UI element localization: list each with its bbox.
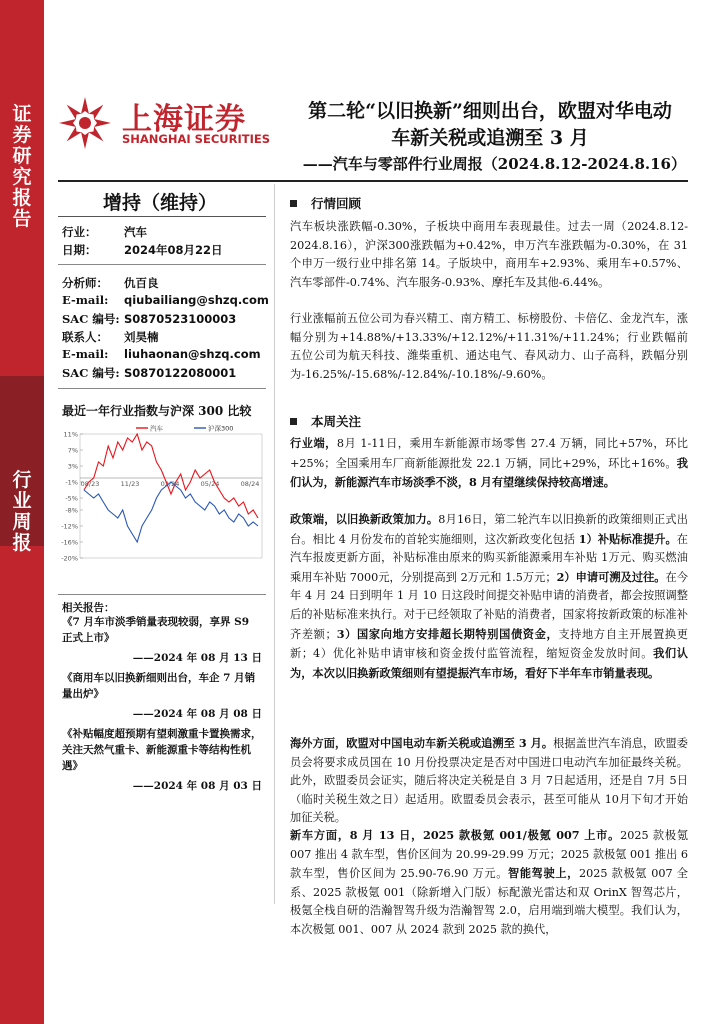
chart-y-tick-label: -5%	[65, 494, 78, 503]
paragraph-top-movers: 行业涨幅前五位公司为春兴精工、南方精工、标榜股份、卡倍亿、金龙汽车，涨幅分别为+14.88%/+13.33%/+12.12%/+11.31%/+11.24%；行业跌幅前五位公司为航天科技、潍柴重机、通达电气、春风动力、山子高科，跌幅分别为-16.25%/-15.68%/-12.84%/-10.18%/-9.60%。	[290, 312, 688, 381]
info-label: E-mail:	[62, 347, 109, 361]
info-value: S0870122080001	[124, 366, 237, 380]
contact-email[interactable]	[62, 347, 261, 361]
logo-emblem-icon	[56, 94, 114, 152]
paragraph-overseas	[290, 734, 688, 828]
side-band-bottom	[0, 546, 44, 1024]
section-title: 本周关注	[311, 414, 362, 429]
related-report-item[interactable]: 《补贴幅度超预期有望刺激重卡置换需求，关注天然气重卡、新能源重卡等结构性机遇》	[62, 728, 262, 772]
report-category-vertical	[0, 104, 44, 230]
chart-y-tick-label: -16%	[61, 538, 78, 547]
info-label: SAC 编号:	[62, 312, 120, 326]
info-value[interactable]: qiubailiang@shzq.com	[124, 293, 269, 307]
related-report-item[interactable]: 《商用车以旧换新细则出台，车企 7 月销量出炉》	[62, 672, 256, 700]
report-title-line-1: 第二轮“以旧换新”细则出台，欧盟对华电动	[308, 100, 672, 122]
rating-divider	[58, 216, 266, 217]
report-type-vertical	[0, 470, 44, 554]
info-value[interactable]: liuhaonan@shzq.com	[124, 347, 261, 361]
info-label: E-mail:	[62, 293, 109, 307]
report-title	[270, 98, 710, 152]
info-divider	[58, 264, 266, 265]
para-text: 在今年 4 月 24 日到明年 1 月 10 日这段时间提交补贴申请的消费者，都会按照调整后的补贴标准来执行。对于已经领取了补贴的消费者，国家将按新政策的标准补齐差额；	[290, 570, 688, 641]
report-category-text: 证券研究报告	[12, 103, 32, 230]
chart-y-tick-label: -1%	[65, 478, 78, 487]
report-subtitle: ——汽车与零部件行业周报（2024.8.12-2024.8.16）	[302, 155, 686, 173]
logo	[56, 94, 270, 150]
info-label: 分析师：	[62, 276, 108, 290]
chart-x-tick-label: 08/23	[80, 480, 100, 488]
chart-x-tick-label: 05/24	[200, 480, 220, 488]
chart-y-tick-label: -8%	[65, 506, 78, 515]
column-divider	[274, 184, 275, 904]
chart-y-tick-label: 7%	[67, 446, 78, 455]
chart-y-tick-label: 3%	[67, 462, 78, 471]
chart-x-tick-label: 08/24	[240, 480, 260, 488]
paragraph-new-cars	[290, 826, 688, 940]
para-conclusion: 我们认为，本次以旧换新政策细则有望提振汽车市场，看好下半年车市销量表现。	[290, 646, 688, 680]
square-bullet-icon	[290, 418, 297, 425]
info-value: 刘昊楠	[124, 330, 159, 344]
chart-title: 最近一年行业指数与沪深 300 比较	[62, 404, 252, 418]
chart-y-tick-label: 11%	[63, 430, 78, 439]
para-text: 2025 款极氪 007 全系、2025 款极氪 001（除新增入门版）标配激光雷达和双 OrinX 智驾芯片，极氪全栈自研的浩瀚智驾升级为浩瀚智驾 2.0，启用端到端大模型。我们认为，本次极氪 001、007 从 2024 款到 2025 款的换代，	[290, 867, 688, 936]
logo-chinese-name: 上海证券	[122, 102, 246, 137]
contact-name	[62, 329, 159, 345]
para-text: 根据盖世汽车消息，欧盟委员会将要求成员国在 10 月份投票决定是否对中国进口电动汽车加征最终关税。此外，欧盟委员会证实，随后将决定关税是自 3 月 7日起适用，还是自 7月 5日（临时关税生效之日）起适用。欧盟委员会表示，甚至可能从 10月下旬才开始加征关税。	[290, 737, 688, 825]
para-point: 1）补贴标准提升。	[578, 531, 677, 546]
paragraph-industry	[290, 434, 688, 493]
related-reports-title: 相关报告：	[62, 602, 115, 614]
chart-x-tick-label: 02/24	[160, 480, 180, 488]
analyst-email[interactable]	[62, 293, 269, 307]
report-title-line-2: 车新关税或追溯至 3 月	[391, 127, 589, 149]
square-bullet-icon	[290, 200, 297, 207]
rating: 增持（维持）	[102, 192, 217, 214]
chart-series-line-hs300	[84, 482, 258, 542]
info-value: 2024年08月22日	[124, 243, 223, 257]
related-report-date: ——2024 年 08 月 13 日	[132, 652, 262, 664]
chart-y-tick-label: -12%	[61, 522, 78, 531]
para-lead: 海外方面，欧盟对中国电动车新关税或追溯至 3 月。	[290, 736, 554, 750]
paragraph-market-summary: 汽车板块涨跌幅-0.30%，子板块中商用车表现最佳。过去一周（2024.8.12-2024.8.16），沪深300涨跌幅为+0.42%，申万汽车涨跌幅为-0.30%，在 31 个申万一级行业中排名第 14。子版块中，商用车+2.93%、乘用车+0.57%、汽车零部件-0.74%、汽车服务-0.93%、摩托车及其他-6.44%。	[290, 220, 688, 289]
analyst-name	[62, 275, 159, 291]
para-lead: 行业端，	[290, 436, 337, 450]
chart-legend-label: 汽车	[150, 424, 163, 433]
info-label: 联系人：	[62, 330, 108, 344]
section-title: 行情回顾	[311, 196, 362, 211]
logo-english-name: SHANGHAI SECURITIES	[122, 132, 270, 146]
related-report-date: ——2024 年 08 月 08 日	[132, 708, 262, 720]
report-type-text: 行业周报	[12, 469, 32, 554]
info-label: 日期：	[62, 243, 97, 257]
section-market-review	[290, 194, 361, 212]
chart-y-tick-label: -20%	[61, 554, 78, 563]
para-text: 支持地方自主开展置换更新；4）优化补贴申请审核和资金拨付监管流程，缩短资金发放时间。	[290, 627, 688, 661]
info-value: S0870523100003	[124, 312, 237, 326]
chart-plot-frame	[80, 434, 262, 558]
analyst-divider	[58, 388, 266, 389]
index-comparison-chart	[56, 418, 268, 590]
para-point: 2）申请可溯及过往。	[556, 569, 666, 584]
info-label: SAC 编号:	[62, 366, 120, 380]
para-text: 2025 款极氪 007 推出 4 款车型，售价区间为 20.99-29.99 万元；2025 款极氪 001 推出 6 款车型，售价区间为 25.90-76.90 万元。	[290, 829, 689, 881]
related-report-item[interactable]: 《7 月车市淡季销量表现较弱，享界 S9 正式上市》	[62, 616, 250, 644]
para-lead: 新车方面，8 月 13 日，2025 款极氪 001/极氪 007 上市。	[290, 828, 621, 842]
para-conclusion: 我们认为，新能源汽车市场淡季不淡，8 月有望继续保持较高增速。	[290, 455, 688, 490]
para-text: 8月 1-11日，乘用车新能源市场零售 27.4 万辆，同比+57%，环比+25%；全国乘用车厂商新能源批发 22.1 万辆，同比+29%，环比+16%。	[290, 437, 688, 470]
para-lead: 政策端，以旧换新政策加力。	[290, 512, 439, 526]
header-divider	[58, 180, 688, 182]
info-label: 行业：	[62, 225, 97, 239]
para-text: 8月16日，第二轮汽车以旧换新的政策细则正式出台。相比 4 月份发布的首轮实施细则，这次新政变化包括	[290, 513, 688, 546]
chart-series-line-auto	[84, 434, 258, 518]
related-report-date: ——2024 年 08 月 03 日	[132, 780, 262, 792]
contact-sac	[62, 365, 236, 381]
chart-divider	[58, 594, 266, 595]
analyst-sac	[62, 311, 236, 327]
chart-legend-label: 沪深300	[208, 424, 234, 433]
paragraph-policy	[290, 510, 688, 683]
para-point: 3）国家向地方安排超长期特别国债资金，	[336, 626, 559, 641]
para-text: 在汽车报废更新方面，补贴标准由原来的购买新能源乘用车补贴 1万元、购买燃油乘用车补贴 7000元，分别提高到 2万元和 1.5万元；	[290, 532, 688, 584]
info-date	[62, 242, 223, 258]
section-weekly-focus	[290, 412, 361, 430]
chart-x-tick-label: 11/23	[120, 480, 140, 488]
para-point: 智能驾驶上，	[508, 866, 579, 881]
info-industry	[62, 224, 147, 240]
info-value: 仇百良	[124, 276, 159, 290]
info-value: 汽车	[124, 225, 147, 239]
